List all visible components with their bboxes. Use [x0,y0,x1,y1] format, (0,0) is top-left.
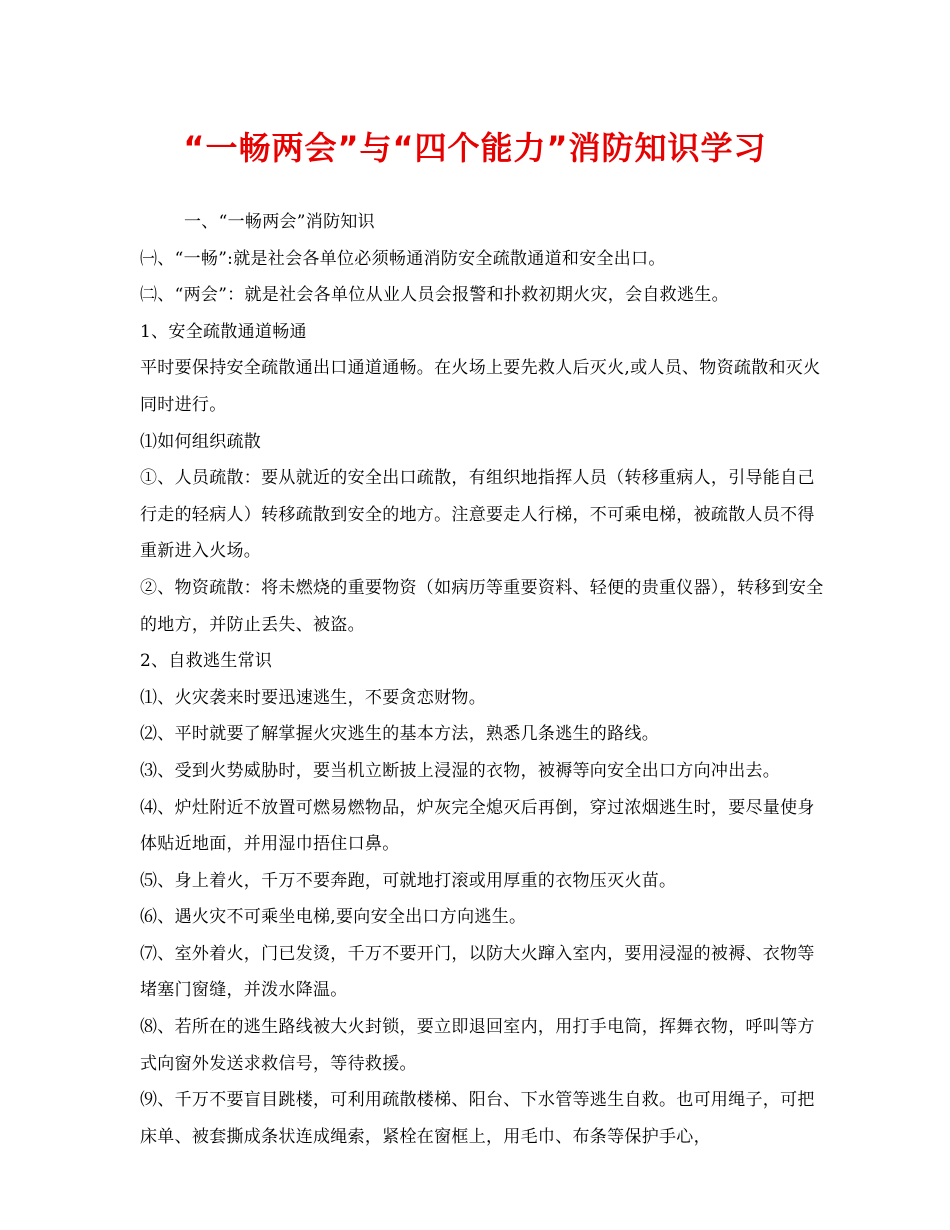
list-item: ⑴、火灾袭来时要迅速逃生，不要贪恋财物。 [140,687,486,708]
section-heading: 一、“一畅两会”消防知识 [184,212,375,232]
subheading: ⑴如何组织疏散 [140,431,262,452]
document-body [140,204,830,1155]
paragraph: ㈡、“两会”：就是社会各单位从业人员会报警和扑救初期火灾，会自救逃生。 [140,285,729,306]
list-item: ⑺、室外着火，门已发烫，千万不要开门，以防大火蹿入室内，要用浸湿的被褥、衣物等堵塞门窗缝，并泼水降温。 [140,943,815,1001]
list-item: ⑼、千万不要盲目跳楼，可利用疏散楼梯、阳台、下水管等逃生自救。也可用绳子，可把床单、被套撕成条状连成绳索，紧栓在窗框上，用毛巾、布条等保护手心， [140,1090,815,1147]
list-item: ⑶、受到火势威胁时，要当机立断披上浸湿的衣物，被褥等向安全出口方向冲出去。 [140,760,781,781]
paragraph: ㈠、“一畅”:就是社会各单位必须畅通消防安全疏散通道和安全出口。 [140,248,666,269]
list-item: ⑻、若所在的逃生路线被大火封锁，要立即退回室内，用打手电筒，挥舞衣物，呼叫等方式向窗外发送求救信号，等待救援。 [140,1017,815,1074]
paragraph: ②、物资疏散：将未燃烧的重要物资（如病历等重要资料、轻便的贵重仪器），转移到安全的地方，并防止丢失、被盗。 [140,577,824,635]
list-item: ⑸、身上着火，千万不要奔跑，可就地打滚或用厚重的衣物压灭火苗。 [140,870,677,891]
list-item: ⑹、遇火灾不可乘坐电梯,要向安全出口方向逃生。 [140,907,527,928]
subheading: 1、安全疏散通道畅通 [140,321,307,342]
subheading: 2、自救逃生常识 [140,651,273,672]
list-item: ⑵、平时就要了解掌握火灾逃生的基本方法，熟悉几条逃生的路线。 [140,724,659,745]
paragraph: 平时要保持安全疏散通出口通道通畅。在火场上要先救人后灭火,或人员、物资疏散和灭火同时进行。 [140,358,821,415]
paragraph: ①、人员疏散：要从就近的安全出口疏散，有组织地指挥人员（转移重病人，引导能自己行走的轻病人）转移疏散到安全的地方。注意要走人行梯，不可乘电梯，被疏散人员不得重新进入火场。 [140,468,815,562]
list-item: ⑷、炉灶附近不放置可燃易燃物品，炉灰完全熄灭后再倒，穿过浓烟逃生时，要尽量使身体贴近地面，并用湿巾捂住口鼻。 [140,797,815,855]
document-title: “一畅两会”与“四个能力”消防知识学习 [183,129,767,167]
